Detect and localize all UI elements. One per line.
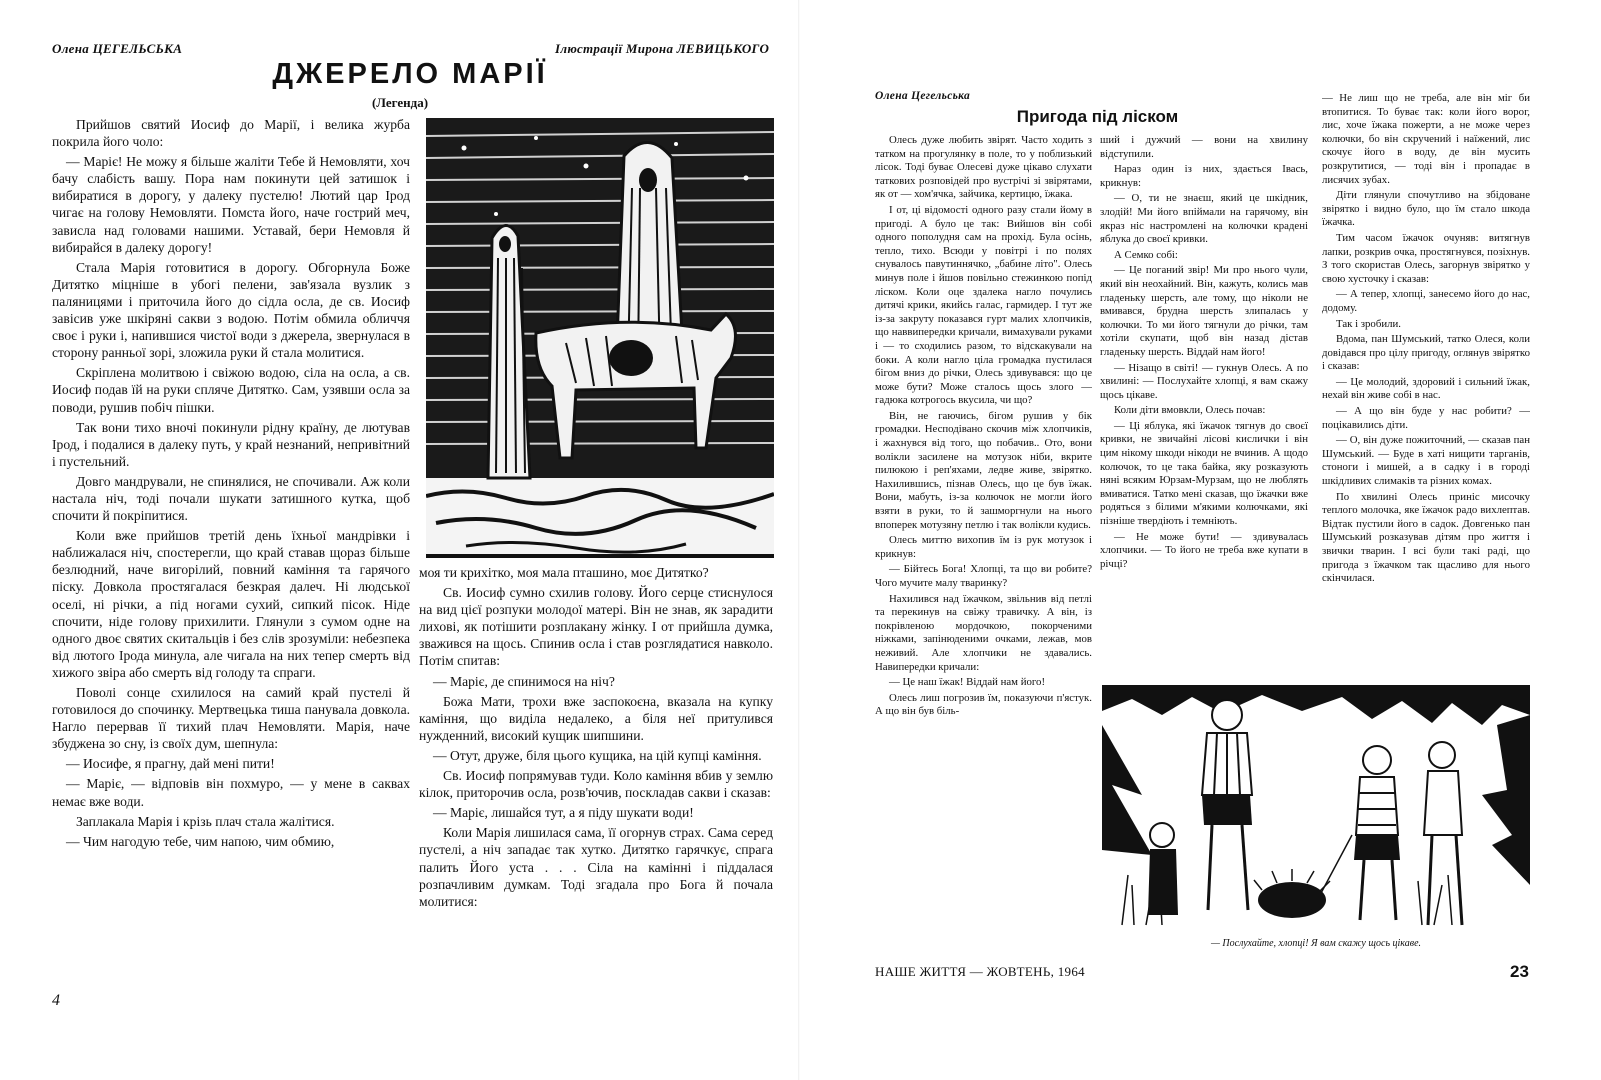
- paragraph: — О, ти не знаєш, який це шкідник, злодій! Ми його впіймали на гарячому, він якраз ніс настромлені на колючки крадені яблука до своєї кривки.: [1100, 192, 1308, 246]
- paragraph: — Не може бути! — здивувалась хлопчики. — То його не треба вже купати в річці?: [1100, 530, 1308, 570]
- left-page-number: 4: [52, 992, 60, 1009]
- paragraph: Тим часом їжачок очуняв: витягнув лапки, розкрив очка, простягнувся, позіхнув. З того скористав Олесь, загорнув звірятко у свою хусточку і сказав:: [1322, 231, 1530, 285]
- paragraph: І от, ці відомості одного разу стали йому в пригоді. А було це так: Вийшов він собі одного пополудня сам на прохід. Була осінь, тепло, тихо. Всюди у повітрі і по полях снувалось павутиннячко, „бабине літо". Олесь минув поле і йшов повільно стежинкою попід ліском. Коли оце здалека нагло почулись дитячі крики, якийсь галас, гармидер. І тут же із-за закруту показався гурт малих хлопчиків, що наввипередки кричали, вимахували руками і — то сходились разом, то відскакували на боки. А коли нагло ціла громадка пустилася бігом вниз до річки, Олесь здивувався: що це може бути? Може сталось щось злого — гадюка котрогось вкусила, чи що?: [875, 203, 1092, 407]
- magazine-footer: НАШЕ ЖИТТЯ — ЖОВТЕНЬ, 1964: [875, 964, 1085, 979]
- paragraph: Олесь дуже любить звірят. Часто ходить з татком на прогулянку в поле, то у поблизький лісок. Тоді буває Олесеві дуже цікаво слухати таткових розповідей про вустрічі зі звірятами, як от — хом'ячка, зайчика, кертицю, їжака.: [875, 134, 1092, 201]
- paragraph: — О, він дуже пожиточний, — сказав пан Шумський. — Буде в хаті нищити тарганів, стоноги і мишей, а в садку і в городі шкідливих слимаків та різних комах.: [1322, 434, 1530, 488]
- paragraph: Нараз один із них, здається Івась, крикнув:: [1100, 163, 1308, 189]
- paragraph: По хвилині Олесь приніс мисочку теплого молочка, яке їжачок радо вихлептав. Відтак пустили його в садок. Довгенько пан Шумський розказував дітям про життя і звички тварин. І всі були такі раді, що пригода з їжачком так щасливо для нього скінчилася.: [1322, 490, 1530, 585]
- paragraph: ший і дужчий — вони на хвилину відступили.: [1100, 134, 1308, 160]
- paragraph: Заплакала Марія і крізь плач стала жалітися.: [76, 813, 335, 829]
- paragraph: Вдома, пан Шумський, татко Олеся, коли довідався про цілу пригоду, оглянув звірятко і сказав:: [1322, 333, 1530, 373]
- right-page-number: 23: [1510, 962, 1529, 981]
- paragraph: Так і зробили.: [1336, 317, 1401, 330]
- paragraph: Св. Иосиф сумно схилив голову. Його серце стиснулося на вид цієї розпуки молодої матері. Він не знав, як зарадити лихові, як потішити розплакану жінку. І от прийшла думка, зважився на щось. Спинив осла і став розглядатися навколо. Потім спитав:: [419, 585, 773, 669]
- paragraph: — Маріє, де спинимося на ніч?: [433, 673, 615, 689]
- paragraph: — Не лиш що не треба, але він міг би втопитися. То буває так: коли його ворог, лис, хоче їжака пожерти, а не може через колючки, бо він скручений і наїжений, лис скочує його в воду, де він мусить розкрутитися, — тоді він і пропадає в лисячих зубах.: [1322, 92, 1530, 186]
- paragraph: — Маріє, — відповів він похмуро, — у мене в саквах немає вже води.: [52, 776, 410, 809]
- paragraph: — Маріє! Не можу я більше жаліти Тебе й Немовляти, хоч бачу слабість вашу. Пора нам покинути цей затишок і вибиратися в дорогу, у далеку пустелю! Лютий цар Ірод чигає на голову Немовляти. Помста його, наче гострий меч, зависла над головами нашими. Уставай, бери Немовля й вибирайся в далеку дорогу!: [52, 154, 410, 255]
- paragraph: — Отут, друже, біля цього кущика, на цій купці каміння.: [433, 747, 762, 763]
- paragraph: Коли діти вмовкли, Олесь почав:: [1114, 404, 1266, 417]
- paragraph: Довго мандрували, не спинялися, не спочивали. Аж коли настала ніч, тоді почали шукати затишного кутка, щоб спочити й покріпитися.: [52, 473, 410, 524]
- story-title: Пригода під ліском: [1016, 107, 1179, 126]
- illustrator-credit: Ілюстрації Мирона ЛЕВИЦЬКОГО: [555, 41, 770, 56]
- paragraph: — А тепер, хлопці, занесемо його до нас, додому.: [1322, 288, 1530, 314]
- paragraph: Скріплена молитвою і свіжою водою, сіла на осла, а св. Иосиф подав їй на руки спляче Дитятко. Сам, узявши осла за поводи, рушив побіч пішки.: [52, 365, 410, 415]
- paragraph: — Це наш їжак! Віддай нам його!: [889, 676, 1046, 689]
- paragraph: Св. Иосиф попрямував туди. Коло каміння вбив у землю кілок, приторочив осла, розв'ючив, поскладав сакви і сказав:: [419, 768, 773, 801]
- story-subtitle: (Легенда): [371, 95, 429, 110]
- paragraph: моя ти крихітко, моя мала пташино, моє Дитятко?: [419, 565, 709, 580]
- left-column-2: [419, 564, 773, 974]
- left-column-1: [52, 116, 410, 974]
- paragraph: — Це поганий звір! Ми про нього чули, який він неохайний. Він, кажуть, колись мав гладеньку шерсть, але тому, що ніколи не вмивався, брудна шерсть злипалась у колючки. То ми його тягнули до річки, там хотіли скупати, щоб він назад дістав гладеньку шерсть. Віддай нам його!: [1100, 264, 1308, 358]
- illustration-holy-family: [426, 118, 774, 558]
- paragraph: Стала Марія готовитися в дорогу. Обгорнула Боже Дитятко міцніше в убогі пелени, зав'язала вузлик з паляницями і приточила його до сідла осла, де св. Иосиф завісив уже шкіряні сакви з водою. Потім обмила обличчя своє і руки і, напившися чистої води з джерела, звернулася в сторону ранньої зорі, зложила руки й стала молитися.: [52, 259, 410, 361]
- right-column-2: [1100, 134, 1308, 674]
- paragraph: — Бійтесь Бога! Хлопці, та що ви робите? Чого мучите малу тваринку?: [875, 563, 1092, 589]
- paragraph: Він, не гаючись, бігом рушив у бік громадки. Несподівано скочив між хлопчиків, і жахнувся від того, що побачив.. Ото, вони волікли засилене на мотузок ніби, вкрите пилюкою і реп'яхами, ледве живе, звірятко. Нахилившись, пізнав Олесь, що це був їжак. Вони, мабуть, із-за колючок не могли його взяти в руки, то й зашморгнули на нього впоперек мотузяну петлю і так волікли кудись.: [875, 409, 1092, 531]
- paragraph: — Нізащо в світі! — гукнув Олесь. А по хвилині: — Послухайте хлопці, я вам скажу щось цікаве.: [1100, 361, 1308, 401]
- paragraph: — Маріє, лишайся тут, а я піду шукати води!: [433, 805, 694, 821]
- illustration-caption: — Послухайте, хлопці! Я вам скажу щось цікаве.: [1210, 938, 1422, 949]
- paragraph: Олесь миттю вихопив їм із рук мотузок і крикнув:: [875, 534, 1092, 560]
- paragraph: — Це молодий, здоровий і сильний їжак, нехай він живе собі в нас.: [1322, 375, 1530, 402]
- paragraph: Діти глянули спочутливо на збідоване звірятко і видно було, що їм стало шкода їжачка.: [1322, 189, 1530, 229]
- paragraph: — Чим нагодую тебе, чим напою, чим обмию,: [66, 833, 335, 849]
- author-line: Олена Цегельська: [875, 90, 971, 102]
- left-page: [0, 0, 800, 1080]
- paragraph: Коли Марія лишилася сама, її огорнув страх. Сама серед пустелі, а ніч западає так хутко. Дитятко гарячкує, спрага палить Його уста . . . Сіла на камінні і піддалася розпачливим думкам. Тоді згадала про Бога й почала молитися:: [419, 825, 773, 909]
- paragraph: Олесь лиш погрозив їм, показуючи п'ястук. А що він був біль-: [875, 691, 1092, 718]
- right-column-3: [1322, 92, 1530, 676]
- paragraph: Нахилився над їжачком, звільнив від петлі та перекинув на свіжу травичку. А він, із покрівленою мордочкою, покорченими ніжками, запінюденими очками, лежав, мов неживий. Але хлопчики не здавались. Навипередки кричали:: [875, 592, 1092, 673]
- paragraph: — Ці яблука, які їжачок тягнув до своєї кривки, не звичайні лісові кислички і він цим нікому шкоди нікоди не вчинив. А щодо колючок, то це така байка, яку розказують няні всяким Юрзам-Мурзам, що не люблять вмиватися. Татко мені сказав, що їжачки вже родяться з білими м'якими колючками, які пізніше твердіють і темніють.: [1100, 419, 1308, 528]
- illustration-boys-hedgehog: [1102, 685, 1530, 935]
- right-page: [800, 0, 1601, 1080]
- paragraph: Божа Мати, трохи вже заспокоєна, вказала на купку каміння, що виділа недалеко, а біля неї притулився нужденний, високий кущик шипшини.: [419, 693, 773, 743]
- paragraph: Коли вже прийшов третій день їхньої мандрівки і наближалася ніч, спостерегли, що край ставав щораз більше безлюдний, наче вигорілий, повний каміння та гарячого піску. Довкола простягалася безкрая далеч. Ні людської оселі, ні річки, а під ногами сухий, сипкий пісок. Ніде спочити, ніде голову прихилити. Глянули з сумом одне на одного двоє святих скитальців і без слів зрозуміли: небезпека від лютого Ірода минула, але чигала на них тепер смерть від хижого звіра або смерть від голоду та спраги.: [52, 528, 410, 680]
- right-column-1: [875, 134, 1092, 956]
- paragraph: Поволі сонце схилилося на самий край пустелі й готовилося до спочинку. Мертвецька тиша панувала довкола. Нагло перервав її тихий плач Немовляти. Марія, наче збуджена зо сну, із своїх дум, шепнула:: [52, 685, 410, 752]
- author-line: Олена ЦЕГЕЛЬСЬКА: [52, 41, 183, 56]
- paragraph: Прийшов святий Иосиф до Марії, і велика журба покрила його чоло:: [52, 117, 410, 150]
- paragraph: А Семко собі:: [1114, 248, 1178, 261]
- paragraph: — А що він буде у нас робити? — поцікавились діти.: [1322, 405, 1530, 431]
- paragraph: — Иосифе, я прагну, дай мені пити!: [66, 756, 275, 772]
- paragraph: Так вони тихо вночі покинули рідну країну, де лютував Ірод, і подалися в далеку путь, у край незнаний, непривітний і пустельний.: [52, 419, 410, 469]
- story-title: ДЖЕРЕЛО МАРІЇ: [272, 58, 548, 90]
